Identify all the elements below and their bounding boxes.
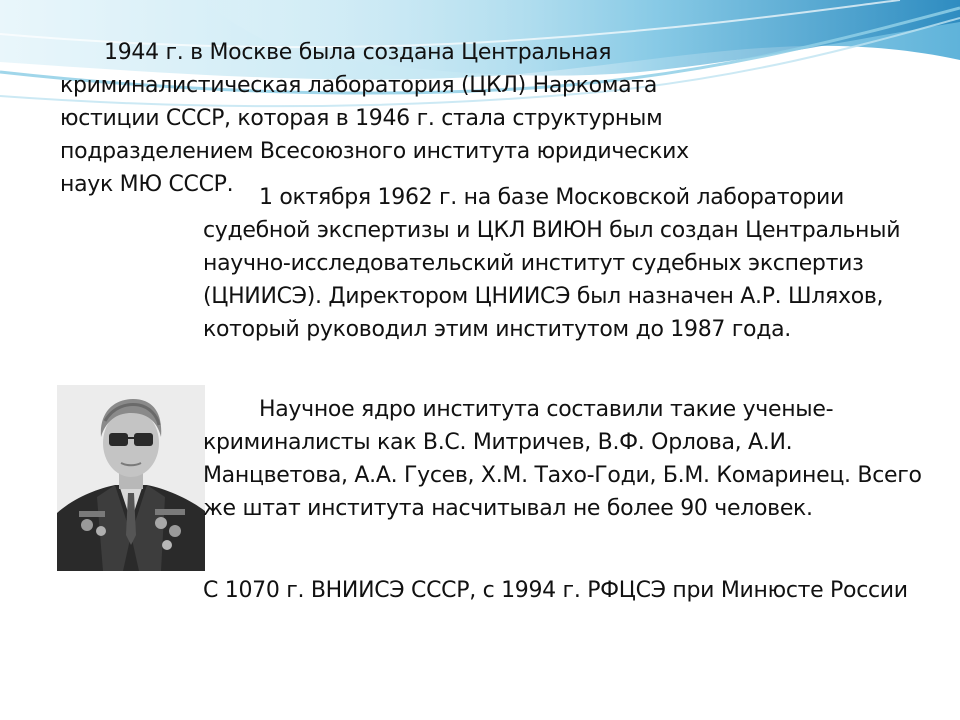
paragraph-3: Научное ядро института составили такие ученые-криминалисты как В.С. Митричев, В.Ф. Орлова, А.И. Манцветова, А.А. Гусев, Х.М. Тахо-Годи, Б.М. Комаринец. Всего же штат института насчитывал не более 90 человек. [203, 397, 922, 521]
portrait-photo [57, 385, 205, 571]
paragraph-4: С 1070 г. ВНИИСЭ СССР, с 1994 г. РФЦСЭ при Минюсте России [203, 578, 908, 603]
paragraph-1: 1944 г. в Москве была создана Центральная криминалистическая лаборатория (ЦКЛ) Наркомата юстиции СССР, которая в 1946 г. стала структурным подразделением Всесоюзного института юридических наук МЮ СССР. [60, 40, 689, 197]
paragraph-2: 1 октября 1962 г. на базе Московской лаборатории судебной экспертизы и ЦКЛ ВИЮН был создан Центральный научно-исследовательский институт судебных экспертиз (ЦНИИСЭ). Директором ЦНИИСЭ был назначен А.Р. Шляхов, который руководил этим институтом до 1987 года. [203, 185, 901, 342]
